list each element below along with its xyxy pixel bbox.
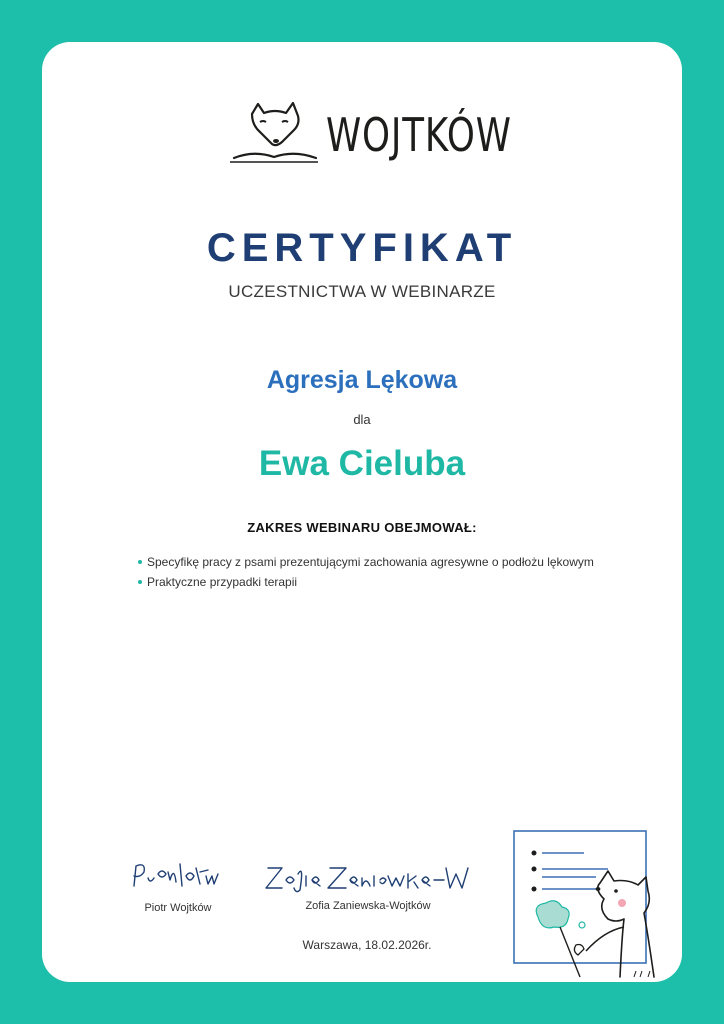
dog-teacher-illustration: [508, 827, 678, 982]
scope-heading: ZAKRES WEBINARU OBEJMOWAŁ:: [247, 520, 477, 535]
for-label: dla: [353, 412, 371, 427]
course-title: Agresja Lękowa: [266, 366, 458, 394]
scope-item: Praktyczne przypadki terapii: [138, 572, 658, 592]
certificate-title: CERTYFIKAT: [206, 226, 518, 270]
scope-list: [138, 552, 658, 592]
signatory-name: Piotr Wojtków: [144, 902, 212, 914]
signatory-name: Zofia Zaniewska-Wojtków: [305, 900, 431, 912]
scope-item: Specyfikę pracy z psami prezentującymi zachowania agresywne o podłożu lękowym: [138, 552, 658, 572]
certificate-card: [42, 42, 682, 982]
place-and-date: Warszawa, 18.02.2026r.: [302, 938, 432, 952]
signature-zofia: [260, 860, 475, 896]
recipient-name: Ewa Cieluba: [258, 444, 466, 483]
signature-piotr: [128, 856, 228, 896]
dog-reading-logo-icon: [230, 100, 320, 170]
certificate-subtitle: UCZESTNICTWA W WEBINARZE: [228, 282, 496, 301]
brand-wordmark: WOJTKÓW: [326, 108, 512, 162]
